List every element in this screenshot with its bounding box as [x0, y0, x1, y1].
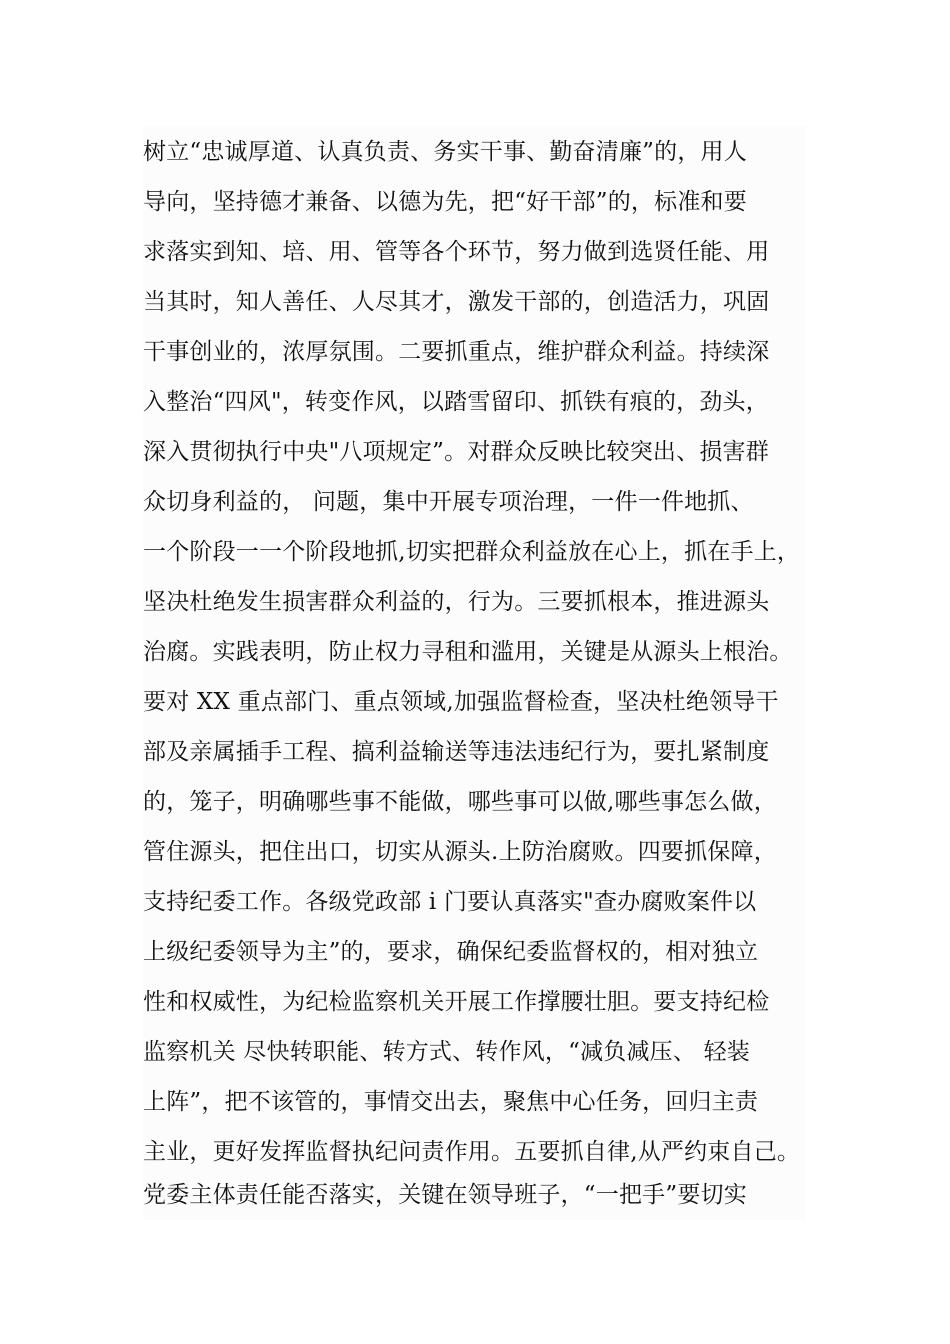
paragraph-line: 当其时，知人善任、人尽其才，激发干部的，创造活力，巩固	[143, 289, 770, 315]
paragraph-line: 监察机关 尽快转职能、转方式、转作风，“减负减压、 轻装	[143, 1039, 750, 1065]
paragraph-line: 导向，坚持德才兼备、以德为先，把“好干部”的，标准和要	[143, 189, 747, 215]
paragraph-line: 上级纪委领导为主”的，要求，确保纪委监督权的，相对独立	[143, 939, 759, 965]
paragraph-line: 入整治“四风"，转变作风，以踏雪留印、抓铁有痕的，劲头，	[143, 389, 769, 415]
paragraph-line: 部及亲属插手工程、搞利益输送等违法违纪行为，要扎紧制度	[143, 739, 770, 765]
paragraph-line: 干事创业的，浓厚氛围。二要抓重点，维护群众利益。持续深	[143, 339, 770, 365]
paragraph-line: 治腐。实践表明，防止权力寻租和滥用，关键是从源头上根治。	[143, 627, 799, 677]
paragraph-line: 的，笼子，明确哪些事不能做，哪些事可以做,哪些事怎么做，	[143, 789, 777, 815]
paragraph-line: 树立“忠诚厚道、认真负责、务实干事、勤奋清廉”的，用人	[143, 139, 747, 165]
paragraph-line: 深入贯彻执行中央"八项规定”。对群众反映比较突出、损害群	[143, 439, 769, 465]
paragraph-line: 要对 XX 重点部门、重点领域,加强监督检查，坚决杜绝领导干	[143, 689, 779, 715]
paragraph-line: 求落实到知、培、用、管等各个环节，努力做到选贤任能、用	[143, 239, 770, 265]
paragraph-line: 主业，更好发挥监督执纪问责作用。五要抓自律,从严约束自己。	[143, 1127, 806, 1177]
paragraph-line: 坚决杜绝发生损害群众利益的，行为。三要抓根本，推进源头	[143, 589, 770, 615]
paragraph-line: 支持纪委工作。各级党政部 i 门要认真落实"查办腐败案件以	[143, 889, 757, 915]
paragraph-line: 上阵”，把不该管的，事情交出去，聚焦中心任务，回归主责	[143, 1089, 759, 1115]
paragraph-line: 党委主体责任能否落实，关键在领导班子，“一把手”要切实	[143, 1182, 747, 1208]
paragraph-line: 管住源头，把住出口，切实从源头.上防治腐败。四要抓保障，	[143, 839, 777, 865]
paragraph-line: 众切身利益的， 问题，集中开展专项治理，一件一件地抓、	[143, 489, 754, 515]
paragraph-line: 一个阶段一一个阶段地抓,切实把群众利益放在心上，抓在手上，	[143, 527, 806, 577]
paragraph-line: 性和权威性，为纪检监察机关开展工作撑腰壮胆。要支持纪检	[143, 989, 770, 1015]
